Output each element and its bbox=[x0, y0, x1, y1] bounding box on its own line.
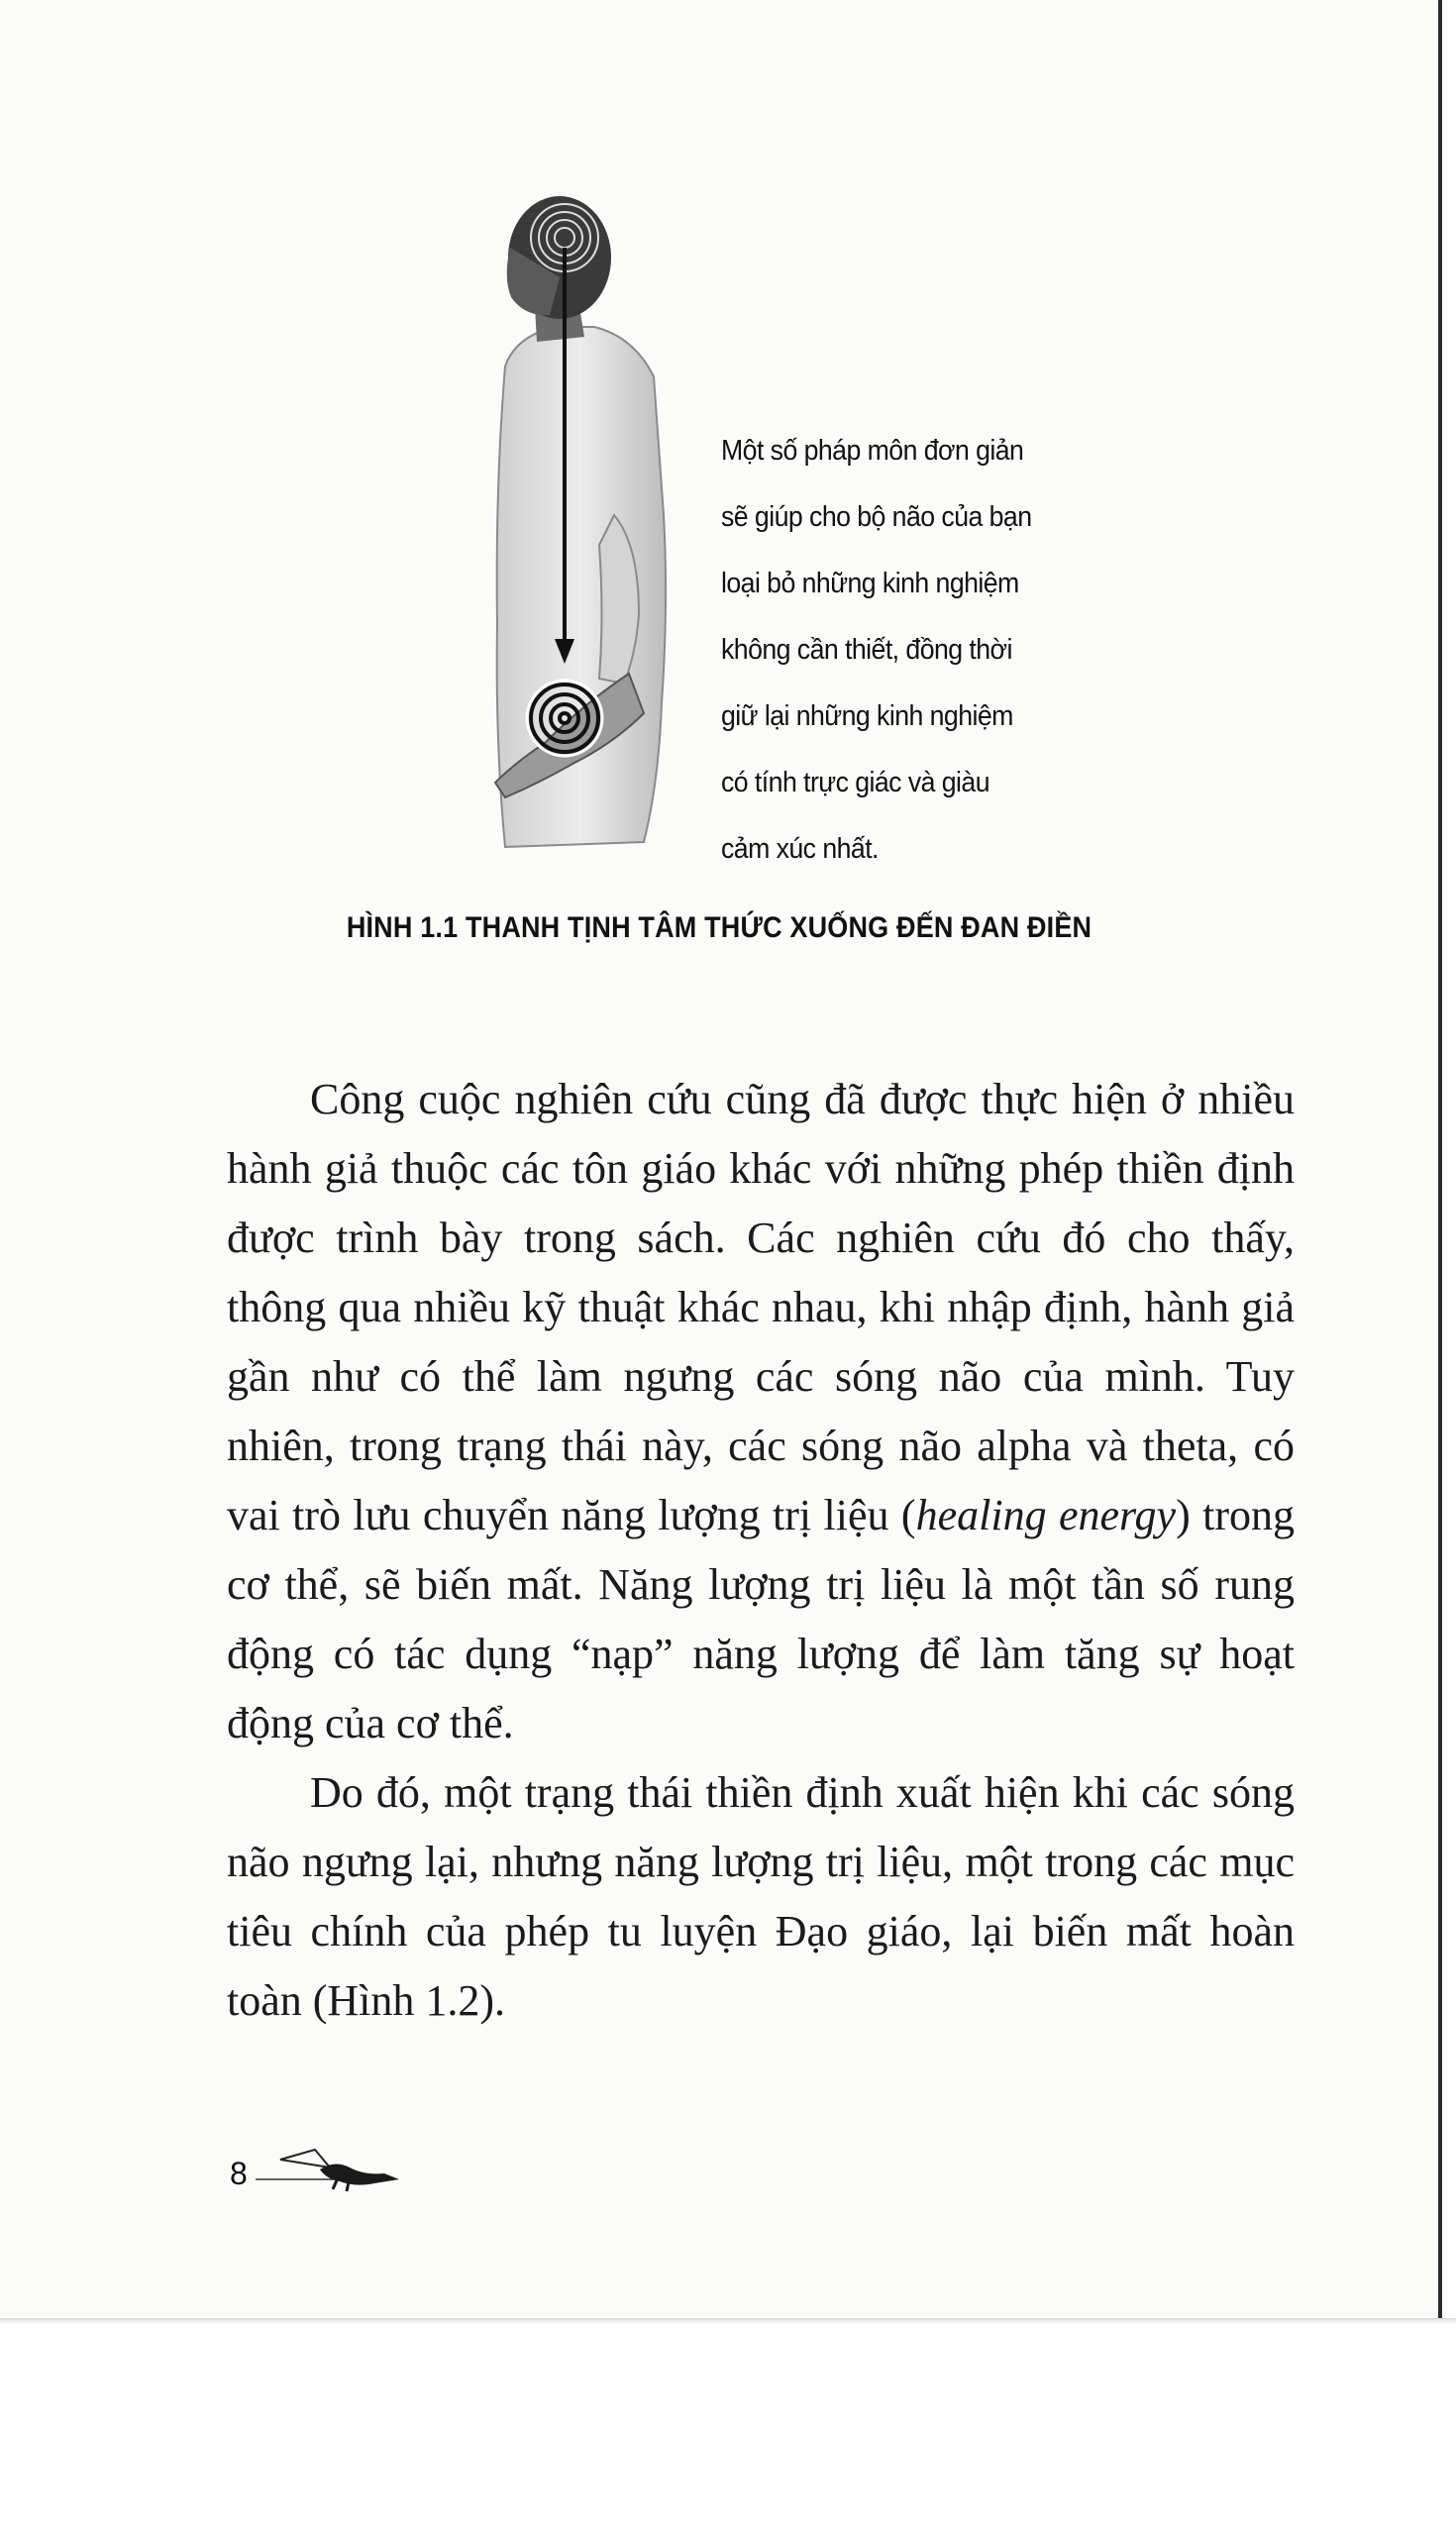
paragraph-1-text-end: ) trong cơ thể, sẽ biến mất. Năng lượng trị liệu là một tần số rung động có tác dụng “nạp” năng lượng để làm tăng sự hoạt động của cơ thể. bbox=[227, 1491, 1295, 1747]
paragraph-1-text: Công cuộc nghiên cứu cũng đã được thực hiện ở nhiều hành giả thuộc các tôn giáo khác với những phép thiền định được trình bày trong sách. Các nghiên cứu đó cho thấy, thông qua nhiều kỹ thuật khác nhau, khi nhập định, hành giả gần như có thể làm ngưng các sóng não của mình. Tuy nhiên, trong trạng thái này, các sóng não alpha và theta, có vai trò lưu chuyển năng lượng trị liệu ( bbox=[227, 1075, 1295, 1539]
figure-note-line: cảm xúc nhất. bbox=[721, 832, 879, 865]
figure-note-line: giữ lại những kinh nghiệm bbox=[721, 699, 1013, 732]
figure-note-line: Một số pháp môn đơn giản bbox=[721, 434, 1024, 467]
page-bottom-shadow bbox=[0, 2318, 1456, 2324]
body-text bbox=[227, 1065, 1295, 2036]
paragraph-1 bbox=[227, 1065, 1295, 1758]
meditation-figure-illustration bbox=[466, 188, 693, 882]
figure-note-line: sẽ giúp cho bộ não của bạn bbox=[721, 500, 1032, 533]
page-number: 8 bbox=[230, 2156, 248, 2191]
figure-note-line: không cần thiết, đồng thời bbox=[721, 633, 1012, 666]
figure-caption: HÌNH 1.1 THANH TỊNH TÂM THỨC XUỐNG ĐẾN ĐAN ĐIỀN bbox=[346, 911, 1092, 944]
figure-side-note bbox=[721, 401, 1049, 899]
paragraph-1-italic-term: healing energy bbox=[915, 1491, 1177, 1539]
figure-note-line: có tính trực giác và giàu bbox=[721, 766, 990, 798]
paragraph-2: Do đó, một trạng thái thiền định xuất hiện khi các sóng não ngưng lại, nhưng năng lượng trị liệu, một trong các mục tiêu chính của phép tu luyện Đạo giáo, lại biến mất hoàn toàn (Hình 1.2). bbox=[227, 1768, 1295, 2025]
page-ornament-icon bbox=[256, 2140, 404, 2195]
figure-note-line: loại bỏ những kinh nghiệm bbox=[721, 567, 1019, 599]
page-edge-shadow bbox=[1438, 0, 1442, 2318]
